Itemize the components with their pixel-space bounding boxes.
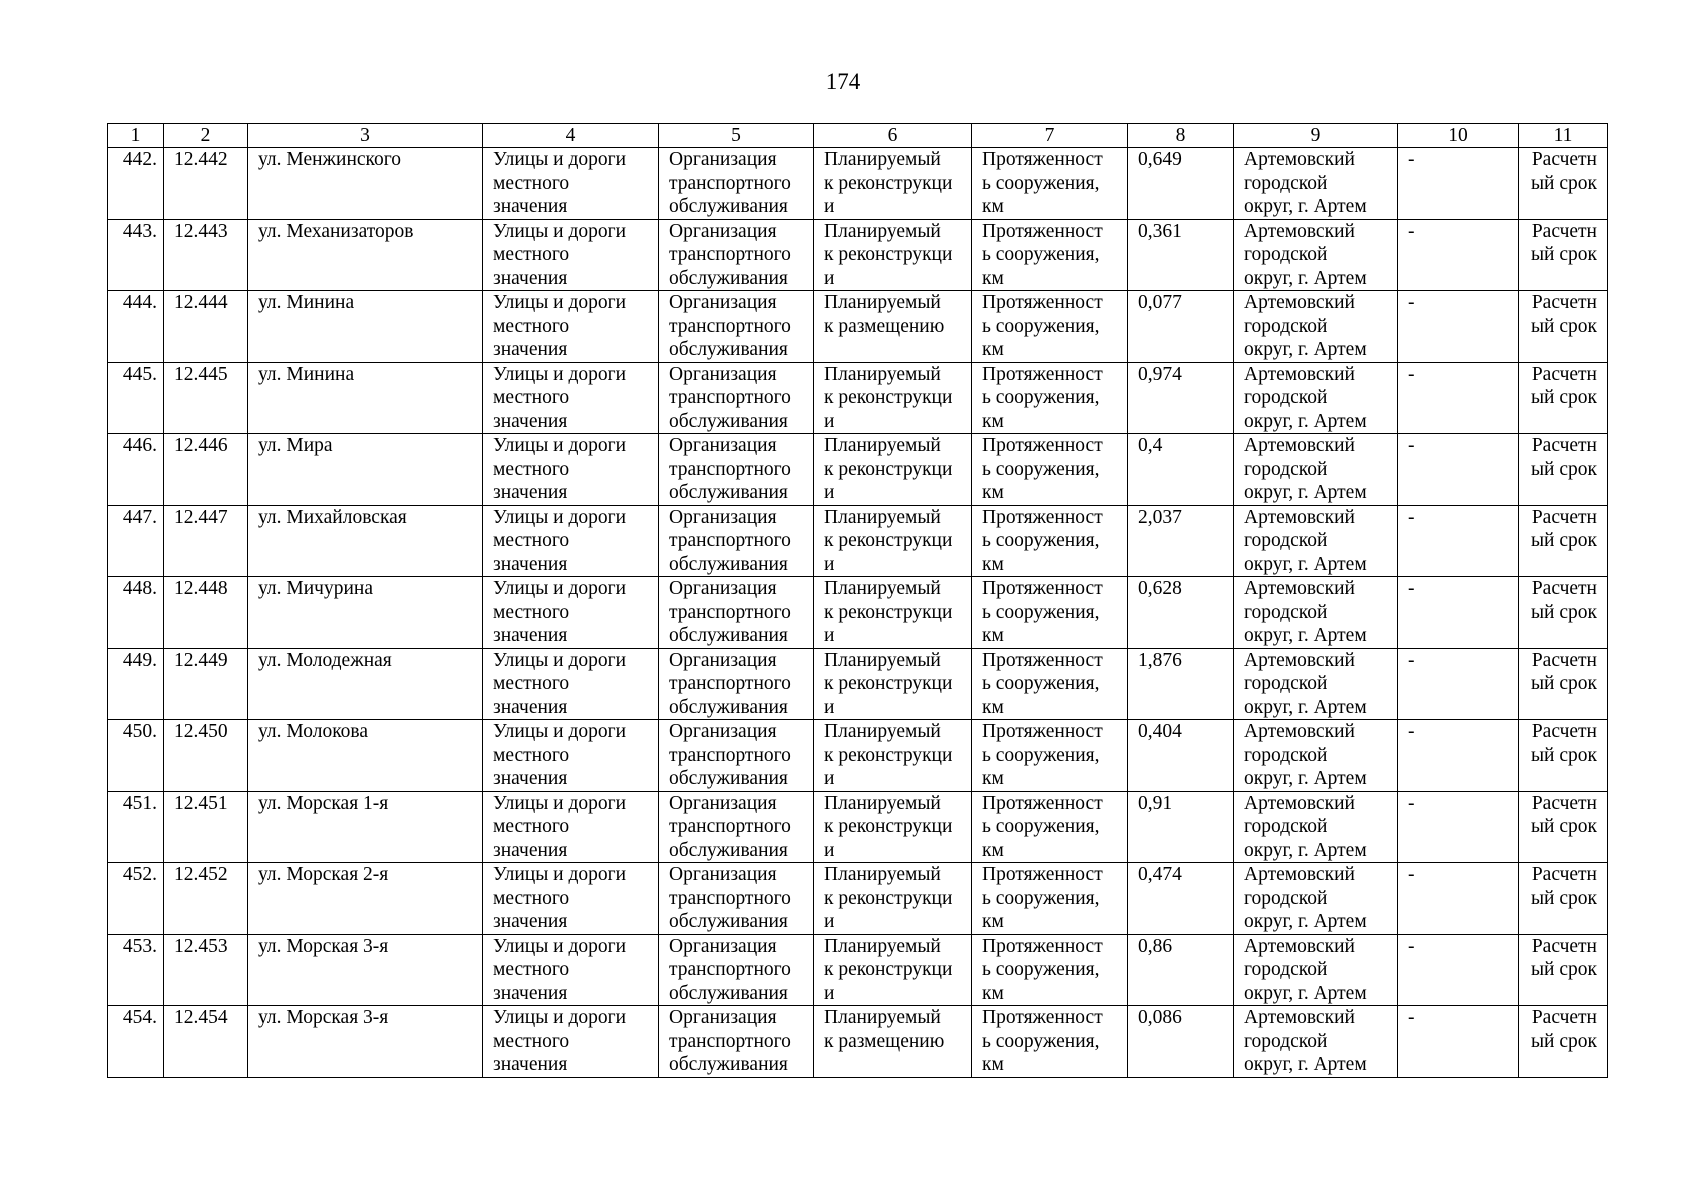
term-cell: Расчетн ый срок [1519, 291, 1608, 363]
zone-cell: - [1398, 720, 1519, 792]
status-cell: Планируемый к реконструкци и [814, 148, 972, 220]
purpose-cell: Организация транспортного обслуживания [659, 648, 814, 720]
zone-cell: - [1398, 219, 1519, 291]
column-header: 3 [248, 124, 483, 148]
status-cell: Планируемый к реконструкци и [814, 362, 972, 434]
object-name-cell: ул. Мира [248, 434, 483, 506]
zone-cell: - [1398, 648, 1519, 720]
length-value-cell: 0,361 [1128, 219, 1234, 291]
term-cell: Расчетн ый срок [1519, 934, 1608, 1006]
object-name-cell: ул. Мичурина [248, 577, 483, 649]
object-type-cell: Улицы и дороги местного значения [483, 791, 659, 863]
purpose-cell: Организация транспортного обслуживания [659, 934, 814, 1006]
object-name-cell: ул. Механизаторов [248, 219, 483, 291]
characteristic-cell: Протяженност ь сооружения, км [972, 863, 1128, 935]
zone-cell: - [1398, 577, 1519, 649]
object-name-cell: ул. Морская 3-я [248, 934, 483, 1006]
length-value-cell: 0,649 [1128, 148, 1234, 220]
object-name-cell: ул. Минина [248, 362, 483, 434]
table-row [108, 291, 1608, 363]
object-code-cell: 12.454 [164, 1006, 248, 1078]
column-header: 10 [1398, 124, 1519, 148]
location-cell: Артемовский городской округ, г. Артем [1234, 219, 1398, 291]
table-row [108, 648, 1608, 720]
object-name-cell: ул. Морская 3-я [248, 1006, 483, 1078]
length-value-cell: 0,86 [1128, 934, 1234, 1006]
term-cell: Расчетн ый срок [1519, 720, 1608, 792]
table-row [108, 720, 1608, 792]
column-header: 5 [659, 124, 814, 148]
status-cell: Планируемый к реконструкци и [814, 505, 972, 577]
object-code-cell: 12.445 [164, 362, 248, 434]
row-number-cell: 442. [108, 148, 164, 220]
zone-cell: - [1398, 505, 1519, 577]
object-code-cell: 12.442 [164, 148, 248, 220]
table-body [108, 148, 1608, 1078]
characteristic-cell: Протяженност ь сооружения, км [972, 291, 1128, 363]
table-row [108, 863, 1608, 935]
location-cell: Артемовский городской округ, г. Артем [1234, 791, 1398, 863]
length-value-cell: 0,086 [1128, 1006, 1234, 1078]
zone-cell: - [1398, 148, 1519, 220]
length-value-cell: 0,91 [1128, 791, 1234, 863]
object-type-cell: Улицы и дороги местного значения [483, 934, 659, 1006]
row-number-cell: 451. [108, 791, 164, 863]
column-header: 11 [1519, 124, 1608, 148]
table-row [108, 1006, 1608, 1078]
object-name-cell: ул. Молокова [248, 720, 483, 792]
term-cell: Расчетн ый срок [1519, 791, 1608, 863]
location-cell: Артемовский городской округ, г. Артем [1234, 148, 1398, 220]
row-number-cell: 445. [108, 362, 164, 434]
zone-cell: - [1398, 863, 1519, 935]
location-cell: Артемовский городской округ, г. Артем [1234, 863, 1398, 935]
location-cell: Артемовский городской округ, г. Артем [1234, 720, 1398, 792]
characteristic-cell: Протяженност ь сооружения, км [972, 219, 1128, 291]
table-row [108, 148, 1608, 220]
object-type-cell: Улицы и дороги местного значения [483, 362, 659, 434]
object-code-cell: 12.451 [164, 791, 248, 863]
row-number-cell: 443. [108, 219, 164, 291]
location-cell: Артемовский городской округ, г. Артем [1234, 291, 1398, 363]
length-value-cell: 2,037 [1128, 505, 1234, 577]
length-value-cell: 0,077 [1128, 291, 1234, 363]
column-header: 4 [483, 124, 659, 148]
length-value-cell: 0,404 [1128, 720, 1234, 792]
status-cell: Планируемый к реконструкци и [814, 791, 972, 863]
object-type-cell: Улицы и дороги местного значения [483, 291, 659, 363]
object-name-cell: ул. Молодежная [248, 648, 483, 720]
status-cell: Планируемый к размещению [814, 1006, 972, 1078]
object-name-cell: ул. Михайловская [248, 505, 483, 577]
status-cell: Планируемый к реконструкци и [814, 863, 972, 935]
length-value-cell: 0,4 [1128, 434, 1234, 506]
characteristic-cell: Протяженност ь сооружения, км [972, 362, 1128, 434]
characteristic-cell: Протяженност ь сооружения, км [972, 577, 1128, 649]
characteristic-cell: Протяженност ь сооружения, км [972, 648, 1128, 720]
purpose-cell: Организация транспортного обслуживания [659, 791, 814, 863]
object-type-cell: Улицы и дороги местного значения [483, 863, 659, 935]
zone-cell: - [1398, 362, 1519, 434]
length-value-cell: 0,474 [1128, 863, 1234, 935]
purpose-cell: Организация транспортного обслуживания [659, 577, 814, 649]
object-code-cell: 12.447 [164, 505, 248, 577]
object-name-cell: ул. Минина [248, 291, 483, 363]
register-table [107, 123, 1608, 1078]
zone-cell: - [1398, 291, 1519, 363]
table-row [108, 791, 1608, 863]
table-row [108, 577, 1608, 649]
row-number-cell: 449. [108, 648, 164, 720]
row-number-cell: 446. [108, 434, 164, 506]
term-cell: Расчетн ый срок [1519, 863, 1608, 935]
row-number-cell: 444. [108, 291, 164, 363]
zone-cell: - [1398, 934, 1519, 1006]
zone-cell: - [1398, 434, 1519, 506]
purpose-cell: Организация транспортного обслуживания [659, 148, 814, 220]
length-value-cell: 0,628 [1128, 577, 1234, 649]
location-cell: Артемовский городской округ, г. Артем [1234, 577, 1398, 649]
object-name-cell: ул. Менжинского [248, 148, 483, 220]
status-cell: Планируемый к реконструкци и [814, 934, 972, 1006]
length-value-cell: 1,876 [1128, 648, 1234, 720]
column-header: 2 [164, 124, 248, 148]
column-header: 1 [108, 124, 164, 148]
table-row [108, 219, 1608, 291]
purpose-cell: Организация транспортного обслуживания [659, 291, 814, 363]
term-cell: Расчетн ый срок [1519, 648, 1608, 720]
location-cell: Артемовский городской округ, г. Артем [1234, 505, 1398, 577]
purpose-cell: Организация транспортного обслуживания [659, 505, 814, 577]
characteristic-cell: Протяженност ь сооружения, км [972, 148, 1128, 220]
object-type-cell: Улицы и дороги местного значения [483, 505, 659, 577]
object-code-cell: 12.448 [164, 577, 248, 649]
column-header: 8 [1128, 124, 1234, 148]
purpose-cell: Организация транспортного обслуживания [659, 863, 814, 935]
object-type-cell: Улицы и дороги местного значения [483, 577, 659, 649]
location-cell: Артемовский городской округ, г. Артем [1234, 434, 1398, 506]
object-type-cell: Улицы и дороги местного значения [483, 148, 659, 220]
object-code-cell: 12.446 [164, 434, 248, 506]
status-cell: Планируемый к реконструкци и [814, 434, 972, 506]
object-type-cell: Улицы и дороги местного значения [483, 219, 659, 291]
object-type-cell: Улицы и дороги местного значения [483, 720, 659, 792]
zone-cell: - [1398, 791, 1519, 863]
column-number-row [108, 124, 1608, 148]
row-number-cell: 453. [108, 934, 164, 1006]
object-name-cell: ул. Морская 1-я [248, 791, 483, 863]
object-code-cell: 12.443 [164, 219, 248, 291]
characteristic-cell: Протяженност ь сооружения, км [972, 434, 1128, 506]
column-header: 7 [972, 124, 1128, 148]
object-name-cell: ул. Морская 2-я [248, 863, 483, 935]
row-number-cell: 448. [108, 577, 164, 649]
row-number-cell: 450. [108, 720, 164, 792]
table-row [108, 505, 1608, 577]
row-number-cell: 454. [108, 1006, 164, 1078]
purpose-cell: Организация транспортного обслуживания [659, 362, 814, 434]
object-code-cell: 12.452 [164, 863, 248, 935]
table-row [108, 434, 1608, 506]
status-cell: Планируемый к реконструкци и [814, 219, 972, 291]
term-cell: Расчетн ый срок [1519, 577, 1608, 649]
object-code-cell: 12.450 [164, 720, 248, 792]
purpose-cell: Организация транспортного обслуживания [659, 720, 814, 792]
object-type-cell: Улицы и дороги местного значения [483, 648, 659, 720]
object-type-cell: Улицы и дороги местного значения [483, 434, 659, 506]
location-cell: Артемовский городской округ, г. Артем [1234, 934, 1398, 1006]
page-number: 174 [825, 69, 861, 94]
object-code-cell: 12.449 [164, 648, 248, 720]
table-row [108, 934, 1608, 1006]
location-cell: Артемовский городской округ, г. Артем [1234, 362, 1398, 434]
location-cell: Артемовский городской округ, г. Артем [1234, 648, 1398, 720]
term-cell: Расчетн ый срок [1519, 148, 1608, 220]
purpose-cell: Организация транспортного обслуживания [659, 434, 814, 506]
characteristic-cell: Протяженност ь сооружения, км [972, 505, 1128, 577]
object-code-cell: 12.444 [164, 291, 248, 363]
term-cell: Расчетн ый срок [1519, 362, 1608, 434]
characteristic-cell: Протяженност ь сооружения, км [972, 720, 1128, 792]
status-cell: Планируемый к реконструкци и [814, 577, 972, 649]
purpose-cell: Организация транспортного обслуживания [659, 219, 814, 291]
term-cell: Расчетн ый срок [1519, 1006, 1608, 1078]
column-header: 9 [1234, 124, 1398, 148]
object-type-cell: Улицы и дороги местного значения [483, 1006, 659, 1078]
status-cell: Планируемый к реконструкци и [814, 720, 972, 792]
status-cell: Планируемый к размещению [814, 291, 972, 363]
column-header: 6 [814, 124, 972, 148]
table-header [108, 124, 1608, 148]
object-code-cell: 12.453 [164, 934, 248, 1006]
term-cell: Расчетн ый срок [1519, 219, 1608, 291]
location-cell: Артемовский городской округ, г. Артем [1234, 1006, 1398, 1078]
characteristic-cell: Протяженност ь сооружения, км [972, 934, 1128, 1006]
zone-cell: - [1398, 1006, 1519, 1078]
term-cell: Расчетн ый срок [1519, 434, 1608, 506]
characteristic-cell: Протяженност ь сооружения, км [972, 791, 1128, 863]
row-number-cell: 447. [108, 505, 164, 577]
purpose-cell: Организация транспортного обслуживания [659, 1006, 814, 1078]
characteristic-cell: Протяженност ь сооружения, км [972, 1006, 1128, 1078]
table-row [108, 362, 1608, 434]
status-cell: Планируемый к реконструкци и [814, 648, 972, 720]
row-number-cell: 452. [108, 863, 164, 935]
length-value-cell: 0,974 [1128, 362, 1234, 434]
term-cell: Расчетн ый срок [1519, 505, 1608, 577]
